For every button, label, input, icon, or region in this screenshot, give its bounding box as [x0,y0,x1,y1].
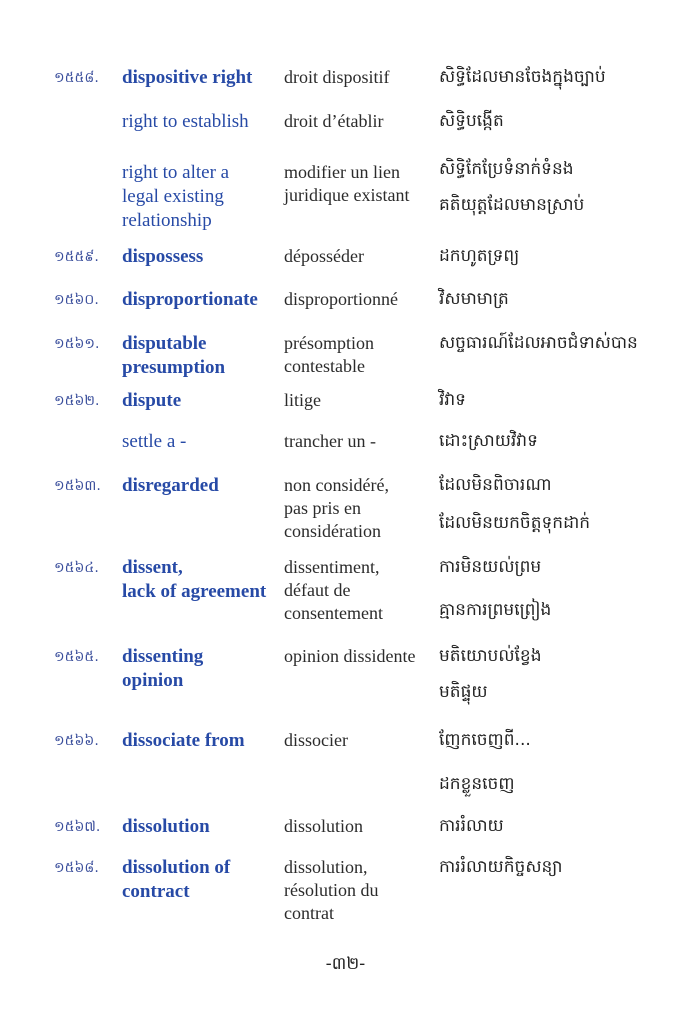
english-term [122,332,282,380]
english-term [122,815,282,839]
entry-number: ១៥៦០. [54,292,99,308]
khmer-term: ដកហូតទ្រព្យ [439,246,520,266]
english-term [122,288,282,312]
khmer-term: ការរំលាយ [439,816,504,836]
english-term-line: settle a - [122,431,187,452]
french-term [284,815,434,838]
french-term [284,389,434,412]
english-term-line: opinion [122,670,184,691]
english-term [122,430,272,454]
french-term [284,729,434,752]
english-term [122,245,282,269]
khmer-term: វិវាទ [439,390,466,410]
english-term-line: dispositive right [122,67,253,88]
french-term-line: contestable [284,356,365,376]
french-term [284,645,434,668]
french-term-line: dissocier [284,730,348,750]
french-term-line: droit d’établir [284,111,384,131]
khmer-term: ដោះស្រាយវិវាទ [439,431,538,451]
french-term [284,66,434,89]
entry-number: ១៥៦៨. [54,860,99,876]
english-term [122,161,272,233]
english-term [122,556,282,604]
khmer-term: សិទ្ធិដែលមានចែងក្នុងច្បាប់ [439,67,606,87]
english-term [122,856,282,904]
english-term-line: disproportionate [122,289,258,310]
french-term-line: résolution du [284,880,379,900]
english-term-line: legal existing [122,186,224,207]
english-term-line: dispossess [122,246,204,267]
entry-number: ១៥៦១. [54,336,100,352]
french-term-line: litige [284,390,321,410]
french-term [284,556,434,625]
french-term [284,332,434,378]
english-term [122,110,272,134]
french-term [284,474,434,543]
french-term [284,110,434,133]
khmer-term: សិទ្ធិកែប្រែទំនាក់ទំនង [439,159,574,179]
khmer-term: មតិផ្ទុយ [439,682,488,702]
khmer-term: គតិយុត្តដែលមានស្រាប់ [439,195,585,215]
khmer-term: ការរំលាយកិច្ចសន្យា [439,857,563,877]
khmer-term: សិទ្ធិបង្កើត [439,111,504,131]
entry-number: ១៥៥៩. [54,249,99,265]
french-term-line: juridique existant [284,185,410,205]
english-term-line: dissolution of [122,857,231,878]
khmer-term: ដែលមិនពិចារណា [439,475,552,495]
french-term-line: dissentiment, [284,557,380,577]
french-term [284,288,434,311]
french-term [284,245,434,268]
english-term-line: dispute [122,390,182,411]
french-term-line: présomption [284,333,374,353]
english-term-line: dissent, [122,557,183,578]
entry-number: ១៥៦៤. [54,560,99,576]
khmer-term: គ្មានការព្រមព្រៀង [439,600,552,620]
khmer-term: មតិយោបល់ខ្វែង [439,646,542,666]
english-term [122,66,282,90]
english-term-line: dissolution [122,816,210,837]
english-term-line: disputable [122,333,207,354]
entry-number: ១៥៦៣. [54,478,101,494]
french-term-line: opinion dissidente [284,646,416,666]
french-term-line: consentement [284,603,383,623]
khmer-term: ការមិនយល់ព្រម [439,557,542,577]
page-number: -៣២- [325,954,366,974]
french-term-line: déposséder [284,246,364,266]
english-term [122,474,282,498]
french-term-line: pas pris en [284,498,361,518]
english-term-line: right to alter a [122,162,230,183]
entry-number: ១៥៦៦. [54,733,99,749]
french-term-line: considération [284,521,381,541]
english-term [122,645,282,693]
english-term-line: lack of agreement [122,581,267,602]
french-term-line: modifier un lien [284,162,400,182]
french-term-line: disproportionné [284,289,398,309]
khmer-term: វិសមាមាត្រ [439,289,509,309]
khmer-term: ដកខ្លួនចេញ [439,774,515,794]
english-term-line: disregarded [122,475,219,496]
english-term-line: dissenting [122,646,204,667]
french-term-line: contrat [284,903,334,923]
french-term [284,856,434,925]
french-term-line: dissolution, [284,857,368,877]
entry-number: ១៥៥៨. [54,70,99,86]
english-term-line: contract [122,881,190,902]
khmer-term: ដែលមិនយកចិត្តទុកដាក់ [439,513,591,533]
french-term-line: dissolution [284,816,364,836]
english-term [122,729,282,753]
entry-number: ១៥៦៥. [54,649,99,665]
french-term-line: défaut de [284,580,351,600]
english-term-line: dissociate from [122,730,245,751]
french-term-line: droit dispositif [284,67,390,87]
khmer-term: សច្ចធារណ៍ដែលអាចជំទាស់បាន [439,333,638,353]
french-term-line: non considéré, [284,475,389,495]
english-term [122,389,282,413]
english-term-line: right to establish [122,111,249,132]
entry-number: ១៥៦២. [54,393,100,409]
french-term [284,430,434,453]
french-term [284,161,434,207]
entry-number: ១៥៦៧. [54,819,101,835]
english-term-line: presumption [122,357,226,378]
french-term-line: trancher un - [284,431,376,451]
english-term-line: relationship [122,210,212,231]
khmer-term: ញែកចេញពី... [439,730,531,750]
